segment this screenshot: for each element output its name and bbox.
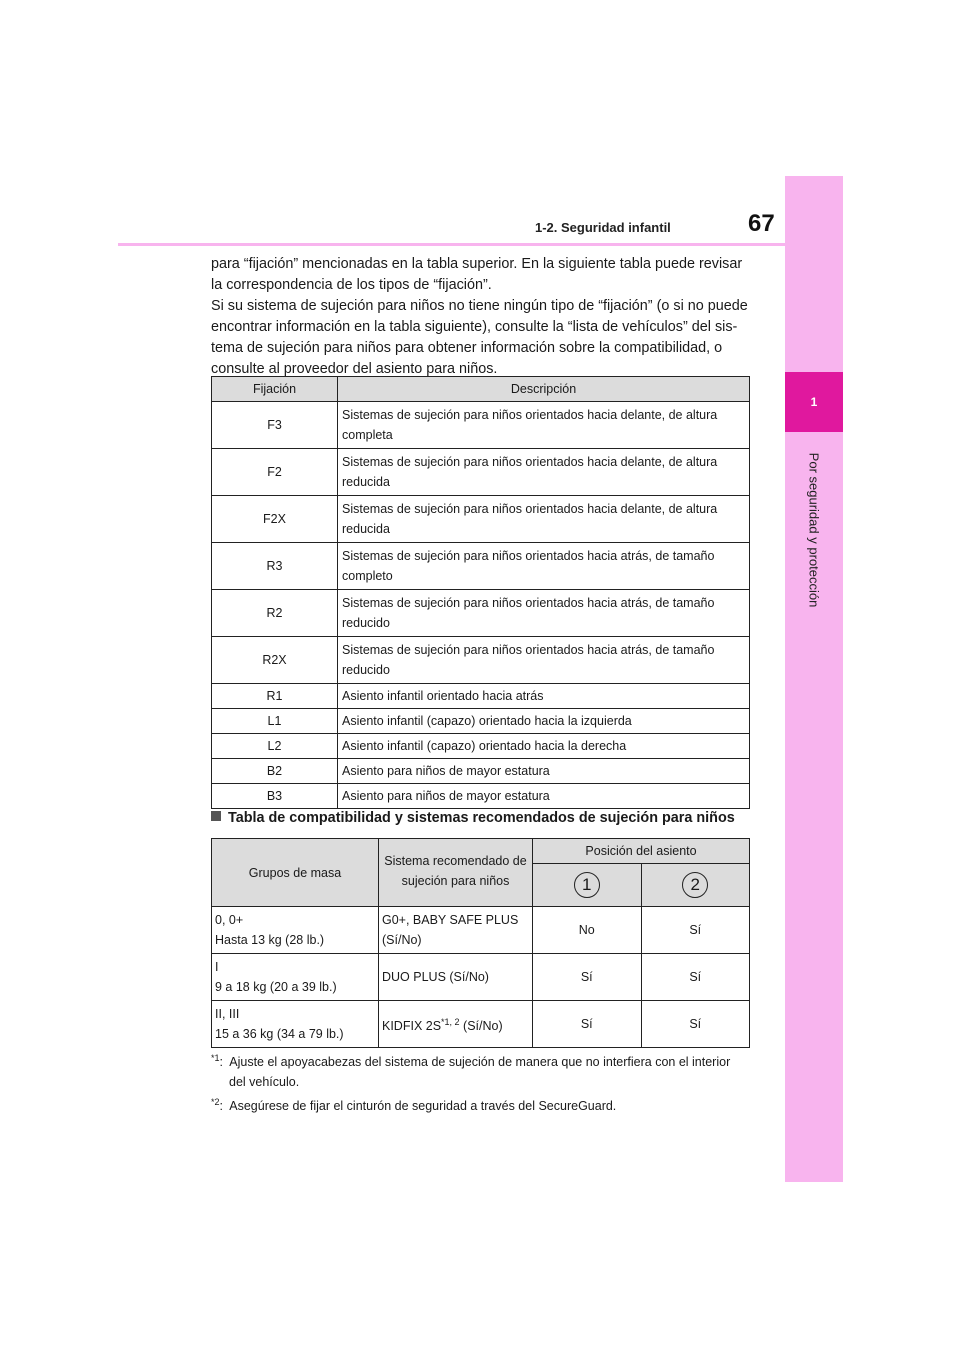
system-suffix: (Sí/No)	[382, 933, 422, 947]
table-row	[212, 449, 750, 496]
system-name: G0+, BABY SAFE PLUS	[382, 913, 519, 927]
footnote-1: $^{*1}$: Ajuste el apoyacabezas del sistema de sujeción de manera que no interfiera con el interior del vehículo.	[211, 1048, 751, 1092]
mass-range: Hasta 13 kg (28 lb.)	[215, 933, 325, 947]
system-name: KIDFIX 2S	[382, 1019, 442, 1034]
mass-group-label: II, III	[215, 1007, 240, 1021]
fixation-description: Asiento para niños de mayor estatura	[338, 759, 750, 784]
fixation-code: F2X	[212, 496, 338, 543]
fixation-code: B3	[212, 784, 338, 809]
table-row	[212, 759, 750, 784]
mass-range: 15 a 36 kg (34 a 79 lb.)	[215, 1027, 344, 1041]
footnote-text-continued: del vehículo.	[229, 1075, 300, 1090]
square-bullet-icon	[211, 811, 221, 821]
intro-paragraph-2: Si su sistema de sujeción para niños no tiene ningún tipo de “fijación” (o si no puede encontrar información en la tabla siguiente), consulte la “lista de vehículos” del sis-tema de sujeción para niños para obtener información sobre la compatibilidad, o consulte al proveedor del asiento para niños.	[211, 298, 748, 377]
fixation-description: Sistemas de sujeción para niños orientados hacia atrás, de tamaño completo	[338, 543, 750, 590]
col-header-system: Sistema recomendado de sujeción para niños	[379, 839, 533, 907]
pos2-value: Sí	[641, 907, 750, 954]
chapter-side-tab	[785, 176, 843, 1182]
fixation-description: Asiento para niños de mayor estatura	[338, 784, 750, 809]
mass-group-cell	[212, 907, 379, 954]
fixation-description: Sistemas de sujeción para niños orientados hacia delante, de altura completa	[338, 402, 750, 449]
table-row	[212, 784, 750, 809]
mass-group-label: I	[215, 960, 219, 974]
mass-group-label: 0, 0+	[215, 913, 244, 927]
system-cell: DUO PLUS (Sí/No)	[379, 954, 533, 1001]
seat-position-2	[641, 864, 750, 907]
table-row	[212, 1001, 750, 1048]
compat-heading-text: Tabla de compatibilidad y sistemas recomendados de sujeción para niños	[228, 810, 735, 826]
seat-1-circle-icon: 1	[574, 872, 600, 898]
fixation-description: Asiento infantil (capazo) orientado hacia la derecha	[338, 734, 750, 759]
footnote-mark: *2	[211, 1097, 220, 1107]
compat-heading	[211, 810, 735, 826]
mass-group-cell	[212, 1001, 379, 1048]
fixation-table	[211, 376, 750, 809]
col-header-description: Descripción	[338, 377, 750, 402]
fixation-description: Sistemas de sujeción para niños orientados hacia atrás, de tamaño reducido	[338, 590, 750, 637]
fixation-code: L2	[212, 734, 338, 759]
fixation-description: Asiento infantil (capazo) orientado hacia la izquierda	[338, 709, 750, 734]
footnote-mark: *1	[211, 1053, 220, 1063]
table-row	[212, 590, 750, 637]
table-row	[212, 543, 750, 590]
table-row	[212, 907, 750, 954]
page-number: 67	[748, 210, 775, 237]
fixation-code: R3	[212, 543, 338, 590]
system-cell	[379, 907, 533, 954]
fixation-code: F3	[212, 402, 338, 449]
fixation-code: F2	[212, 449, 338, 496]
table-header-row	[212, 377, 750, 402]
table-row	[212, 402, 750, 449]
seat-position-1	[533, 864, 642, 907]
system-suffix: (Sí/No)	[459, 1019, 503, 1034]
footnote-text: Asegúrese de fijar el cinturón de seguridad a través del SecureGuard.	[229, 1099, 617, 1114]
chapter-title: Por seguridad y protección	[806, 452, 822, 608]
seat-2-circle-icon: 2	[682, 872, 708, 898]
table-row	[212, 734, 750, 759]
col-header-position: Posición del asiento	[533, 839, 750, 864]
table-row	[212, 684, 750, 709]
table-row	[212, 709, 750, 734]
mass-range: 9 a 18 kg (20 a 39 lb.)	[215, 980, 337, 994]
pos2-value: Sí	[641, 954, 750, 1001]
pos1-value: Sí	[533, 1001, 642, 1048]
col-header-fixation: Fijación	[212, 377, 338, 402]
fixation-code: B2	[212, 759, 338, 784]
system-cell	[379, 1001, 533, 1048]
fixation-description: Asiento infantil orientado hacia atrás	[338, 684, 750, 709]
mass-group-cell	[212, 954, 379, 1001]
section-title: 1-2. Seguridad infantil	[535, 220, 671, 235]
fixation-code: R2	[212, 590, 338, 637]
footnote-ref: *1, 2	[441, 1016, 460, 1027]
compatibility-table	[211, 838, 750, 1048]
fixation-code: L1	[212, 709, 338, 734]
header-rule	[118, 243, 785, 246]
fixation-description: Sistemas de sujeción para niños orientados hacia atrás, de tamaño reducido	[338, 637, 750, 684]
fixation-description: Sistemas de sujeción para niños orientados hacia delante, de altura reducida	[338, 496, 750, 543]
fixation-code: R2X	[212, 637, 338, 684]
footnote-text: Ajuste el apoyacabezas del sistema de sujeción de manera que no interfiera con el interior	[229, 1055, 731, 1070]
table-header-row	[212, 839, 750, 864]
table-row	[212, 496, 750, 543]
pos1-value: No	[533, 907, 642, 954]
fixation-description: Sistemas de sujeción para niños orientados hacia delante, de altura reducida	[338, 449, 750, 496]
pos1-value: Sí	[533, 954, 642, 1001]
intro-text	[211, 254, 751, 380]
col-header-mass: Grupos de masa	[212, 839, 379, 907]
intro-paragraph-1: para “fijación” mencionadas en la tabla superior. En la siguiente tabla puede revisar la correspondencia de los tipos de “fijación”.	[211, 256, 743, 293]
table-row	[212, 954, 750, 1001]
fixation-code: R1	[212, 684, 338, 709]
table-row	[212, 637, 750, 684]
pos2-value: Sí	[641, 1001, 750, 1048]
footnote-2: $^{*2}$: Asegúrese de fijar el cinturón de seguridad a través del SecureGuard.	[211, 1097, 617, 1114]
chapter-number-badge: 1	[785, 372, 843, 432]
